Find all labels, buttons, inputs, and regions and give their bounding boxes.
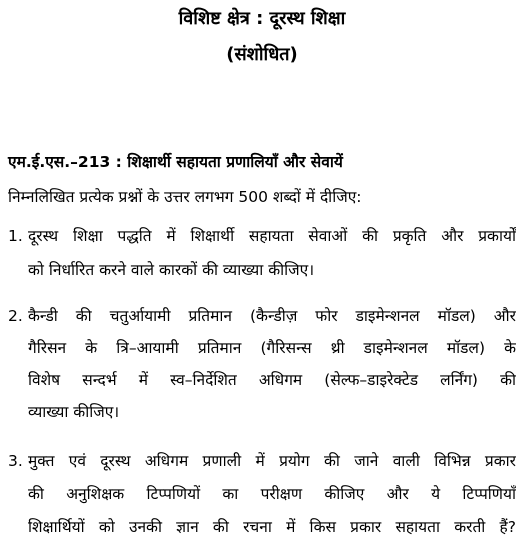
question-line: कैन्डी की चतुर्आयामी प्रतिमान (कैन्डीज़ फोर डाइमेन्शनल मॉडल) और — [28, 307, 516, 325]
question-line: विशेष सन्दर्भ में स्व–निर्देशित अधिगम (सेल्फ–डाइरेक्टेड लर्निंग) की — [28, 371, 516, 389]
page-subtitle: (संशोधित) — [226, 44, 298, 65]
question-number: 1. — [8, 227, 23, 245]
question-1 — [8, 219, 516, 287]
instructions-text: निम्नलिखित प्रत्येक प्रश्नों के उत्तर लगभग 500 शब्दों में दीजिए: — [8, 188, 362, 206]
question-line: दूरस्थ शिक्षा पद्धति में शिक्षार्थी सहायता सेवाओं की प्रकृति और प्रकार्यों — [28, 227, 516, 245]
question-2 — [8, 300, 516, 428]
question-line: व्याख्या कीजिए। — [28, 403, 120, 421]
course-heading: एम.ई.एस.–213 : शिक्षार्थी सहायता प्रणालियाँ और सेवायें — [8, 153, 343, 171]
question-line: की अनुशिक्षक टिप्पणियों का परीक्षण कीजिए और ये टिप्पणियाँ — [28, 485, 516, 503]
question-line: शिक्षार्थियों को उनकी ज्ञान की रचना में किस प्रकार सहायता करती हैं? — [28, 518, 516, 536]
question-number: 2. — [8, 307, 23, 325]
page-title: विशिष्ट क्षेत्र : दूरस्थ शिक्षा — [178, 8, 346, 29]
question-line: गैरिसन के त्रि–आयामी प्रतिमान (गैरिसन्स थ्री डाइमेन्शनल मॉडल) के — [28, 339, 516, 357]
question-line: मुक्त एवं दूरस्थ अधिगम प्रणाली में प्रयोग की जाने वाली विभिन्न प्रकार — [28, 452, 516, 470]
question-number: 3. — [8, 452, 23, 470]
question-3 — [8, 445, 516, 544]
question-line: को निर्धारित करने वाले कारकों की व्याख्या कीजिए। — [28, 261, 315, 279]
